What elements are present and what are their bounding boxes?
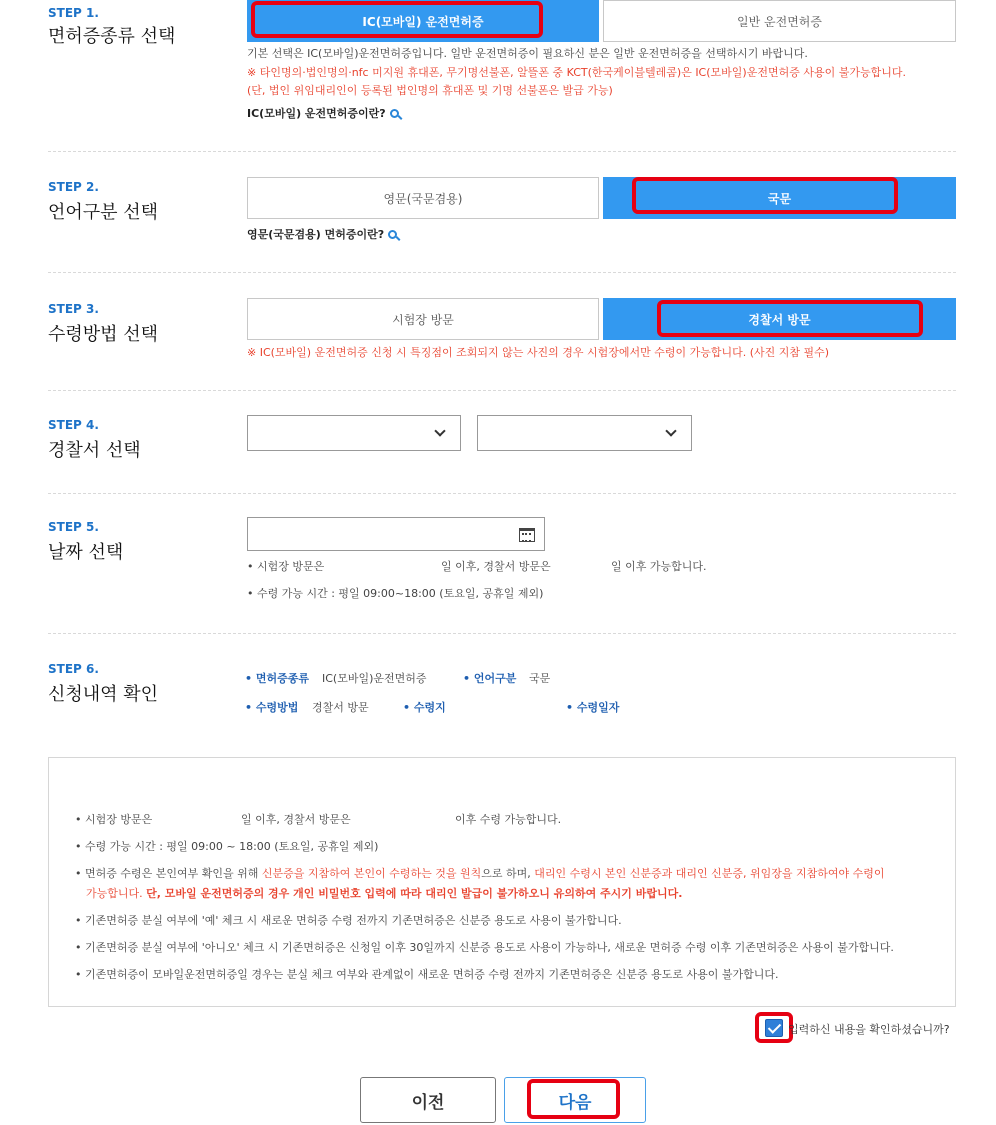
divider [48, 272, 956, 273]
search-icon [388, 230, 397, 239]
notice-text: 대리인 수령시 본인 신분증과 대리인 신분증, 위임장을 지참하여야 수령이 [534, 867, 885, 880]
visit-date-note-b: 일 이후, 경찰서 방문은 [441, 560, 551, 573]
step6-title: 신청내역 확인 [48, 684, 159, 705]
notice-line: • 수령 가능 시간 : 평일 09:00 ~ 18:00 (토요일, 공휴일 제외) [75, 840, 379, 853]
calendar-icon[interactable] [519, 528, 535, 542]
confirm-checkbox[interactable] [765, 1019, 783, 1037]
license-type-ic-option[interactable]: IC(모바일) 운전면허증 [247, 0, 599, 42]
license-type-warning: ※ 타인명의·법인명의·nfc 미지원 휴대폰, 무기명선불폰, 알뜰폰 중 KCT(한국케이블텔레콤)은 IC(모바일)운전면허증 사용이 불가능합니다. [247, 66, 906, 79]
notice-line: • 시험장 방문은 [75, 813, 153, 826]
police-station-select[interactable] [477, 415, 692, 451]
date-input[interactable] [247, 517, 545, 551]
step1-number: STEP 1. [48, 6, 99, 20]
summary-license-type-value: IC(모바일)운전면허증 [322, 672, 427, 685]
notice-line: • 기존면허증 분실 여부에 '예' 체크 시 새로운 면허증 수령 전까지 기존면허증은 신분증 용도로 사용이 불가합니다. [75, 914, 622, 927]
chevron-down-icon [665, 425, 676, 436]
visit-date-note-c: 일 이후 가능합니다. [611, 560, 707, 573]
notice-text: • 면허증 수령은 본인여부 확인을 위해 [75, 867, 262, 880]
step2-number: STEP 2. [48, 180, 99, 194]
confirm-label[interactable]: 입력하신 내용을 확인하셨습니까? [788, 1023, 950, 1036]
notice-line: • 기존면허증이 모바일운전면허증일 경우는 분실 체크 여부와 관계없이 새로운 면허증 수령 전까지 기존면허증은 신분증 용도로 사용이 불가합니다. [75, 968, 779, 981]
english-license-info-link[interactable] [247, 226, 397, 242]
ic-license-info-link[interactable] [247, 105, 399, 121]
divider [48, 633, 956, 634]
step5-title: 날짜 선택 [48, 542, 124, 563]
language-korean-option[interactable]: 국문 [603, 177, 956, 219]
notice-line: 이후 수령 가능합니다. [455, 813, 562, 826]
divider [48, 493, 956, 494]
summary-method-label: • 수령방법 [245, 701, 299, 714]
prev-button[interactable]: 이전 [360, 1077, 496, 1123]
police-region-select[interactable] [247, 415, 461, 451]
step3-title: 수령방법 선택 [48, 324, 159, 345]
notice-text: 신분증을 지참하여 본인이 수령하는 것을 원칙 [261, 867, 482, 880]
license-type-warning-exception: (단, 법인 위임대리인이 등록된 법인명의 휴대폰 및 기명 선불폰은 발급 가능) [247, 84, 613, 97]
search-icon [390, 109, 399, 118]
receive-police-station-option[interactable]: 경찰서 방문 [603, 298, 956, 340]
visit-date-note-a: • 시험장 방문은 [247, 560, 325, 573]
notice-text: 가능합니다. [86, 887, 147, 900]
summary-method-value: 경찰서 방문 [312, 701, 369, 714]
next-button[interactable]: 다음 [504, 1077, 646, 1123]
notice-box [48, 757, 956, 1007]
step5-number: STEP 5. [48, 520, 99, 534]
step4-title: 경찰서 선택 [48, 440, 141, 461]
summary-date-label: • 수령일자 [566, 701, 620, 714]
receive-hours-note: • 수령 가능 시간 : 평일 09:00~18:00 (토요일, 공휴일 제외) [247, 587, 544, 600]
receive-exam-site-option[interactable]: 시험장 방문 [247, 298, 599, 340]
receive-method-warning: ※ IC(모바일) 운전면허증 신청 시 특징점이 조회되지 않는 사진의 경우 시험장에서만 수령이 가능합니다. (사진 지참 필수) [247, 346, 830, 359]
chevron-down-icon [434, 425, 445, 436]
notice-line: • 기존면허증 분실 여부에 '아니오' 체크 시 기존면허증은 신청일 이후 30일까지 신분증 용도로 사용이 가능하나, 새로운 면허증 수령 이후 기존면허증은 사용이 불가합니다. [75, 941, 894, 954]
notice-line [86, 885, 682, 901]
english-license-info-label: 영문(국문겸용) 면허증이란? [247, 228, 385, 241]
summary-language-label: • 언어구분 [463, 672, 517, 685]
step6-number: STEP 6. [48, 662, 99, 676]
license-type-general-option[interactable]: 일반 운전면허증 [603, 0, 956, 42]
step3-number: STEP 3. [48, 302, 99, 316]
notice-line [75, 865, 885, 881]
step2-title: 언어구분 선택 [48, 202, 159, 223]
license-type-description: 기본 선택은 IC(모바일)운전면허증입니다. 일반 운전면허증이 필요하신 분은 일반 운전면허증을 선택하시기 바랍니다. [247, 47, 808, 60]
notice-text: 으로 하며, [481, 867, 535, 880]
divider [48, 390, 956, 391]
summary-place-label: • 수령지 [403, 701, 446, 714]
summary-language-value: 국문 [529, 672, 551, 685]
language-english-option[interactable]: 영문(국문겸용) [247, 177, 599, 219]
divider [48, 151, 956, 152]
step1-title: 면허증종류 선택 [48, 26, 176, 47]
ic-license-info-label: IC(모바일) 운전면허증이란? [247, 107, 386, 120]
notice-text: 단, 모바일 운전면허증의 경우 개인 비밀번호 입력에 따라 대리인 발급이 불가하오니 유의하여 주시기 바랍니다. [146, 887, 683, 900]
summary-license-type-label: • 면허증종류 [245, 672, 309, 685]
notice-line: 일 이후, 경찰서 방문은 [241, 813, 351, 826]
step4-number: STEP 4. [48, 418, 99, 432]
